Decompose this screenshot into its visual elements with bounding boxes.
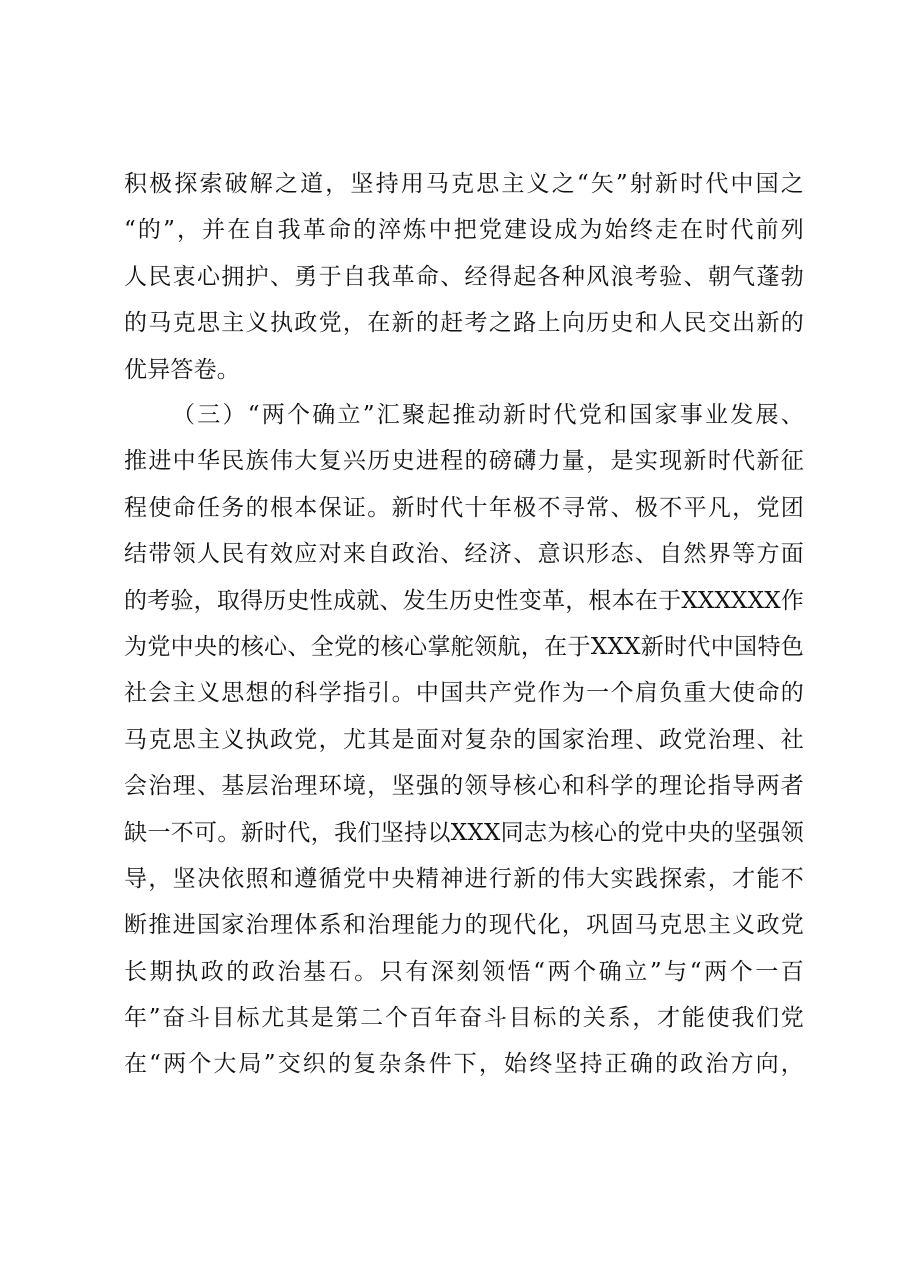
paragraph-line: 导，坚决依照和遵循党中央精神进行新的伟大实践探索，才能不 (124, 865, 804, 892)
paragraph-section-three (124, 392, 804, 1088)
paragraph-line: 缺一不可。新时代，我们坚持以XXX同志为核心的党中央的坚强领 (124, 819, 804, 846)
paragraph-line: 积极探索破解之道，坚持用马克思主义之“矢”射新时代中国之 (124, 171, 804, 197)
paragraph-line: 的马克思主义执政党，在新的赶考之路上向历史和人民交出新的 (124, 310, 804, 337)
paragraph-line: “的”，并在自我革命的淬炼中把党建设成为始终走在时代前列 (124, 217, 804, 244)
paragraph-line: 为党中央的核心、全党的核心掌舵领航，在于XXX新时代中国特色 (124, 633, 804, 660)
paragraph-line: 断推进国家治理体系和治理能力的现代化，巩固马克思主义政党 (124, 912, 804, 939)
paragraph-line: 的考验，取得历史性成就、发生历史性变革，根本在于XXXXXX作 (124, 587, 804, 614)
paragraph-continuation (124, 161, 804, 393)
paragraph-line: 社会主义思想的科学指引。中国共产党作为一个肩负重大使命的 (124, 680, 804, 707)
paragraph-line: 优异答卷。 (124, 356, 240, 383)
paragraph-line: 推进中华民族伟大复兴历史进程的磅礴力量，是实现新时代新征 (124, 448, 804, 475)
paragraph-line: 年”奋斗目标尤其是第二个百年奋斗目标的关系，才能使我们党 (124, 1005, 804, 1032)
paragraph-line: 在“两个大局”交织的复杂条件下，始终坚持正确的政治方向， (124, 1051, 804, 1078)
paragraph-line: 人民衷心拥护、勇于自我革命、经得起各种风浪考验、朝气蓬勃 (124, 263, 804, 290)
paragraph-line: 程使命任务的根本保证。新时代十年极不寻常、极不平凡，党团 (124, 494, 804, 521)
paragraph-line: 会治理、基层治理环境，坚强的领导核心和科学的理论指导两者 (124, 773, 804, 800)
paragraph-line: 长期执政的政治基石。只有深刻领悟“两个确立”与“两个一百 (124, 958, 804, 985)
paragraph-line: 结带领人民有效应对来自政治、经济、意识形态、自然界等方面 (124, 541, 804, 568)
paragraph-line: 马克思主义执政党，尤其是面对复杂的国家治理、政党治理、社 (124, 726, 804, 753)
paragraph-first-line: （三）“两个确立”汇聚起推动新时代党和国家事业发展、 (172, 402, 804, 428)
